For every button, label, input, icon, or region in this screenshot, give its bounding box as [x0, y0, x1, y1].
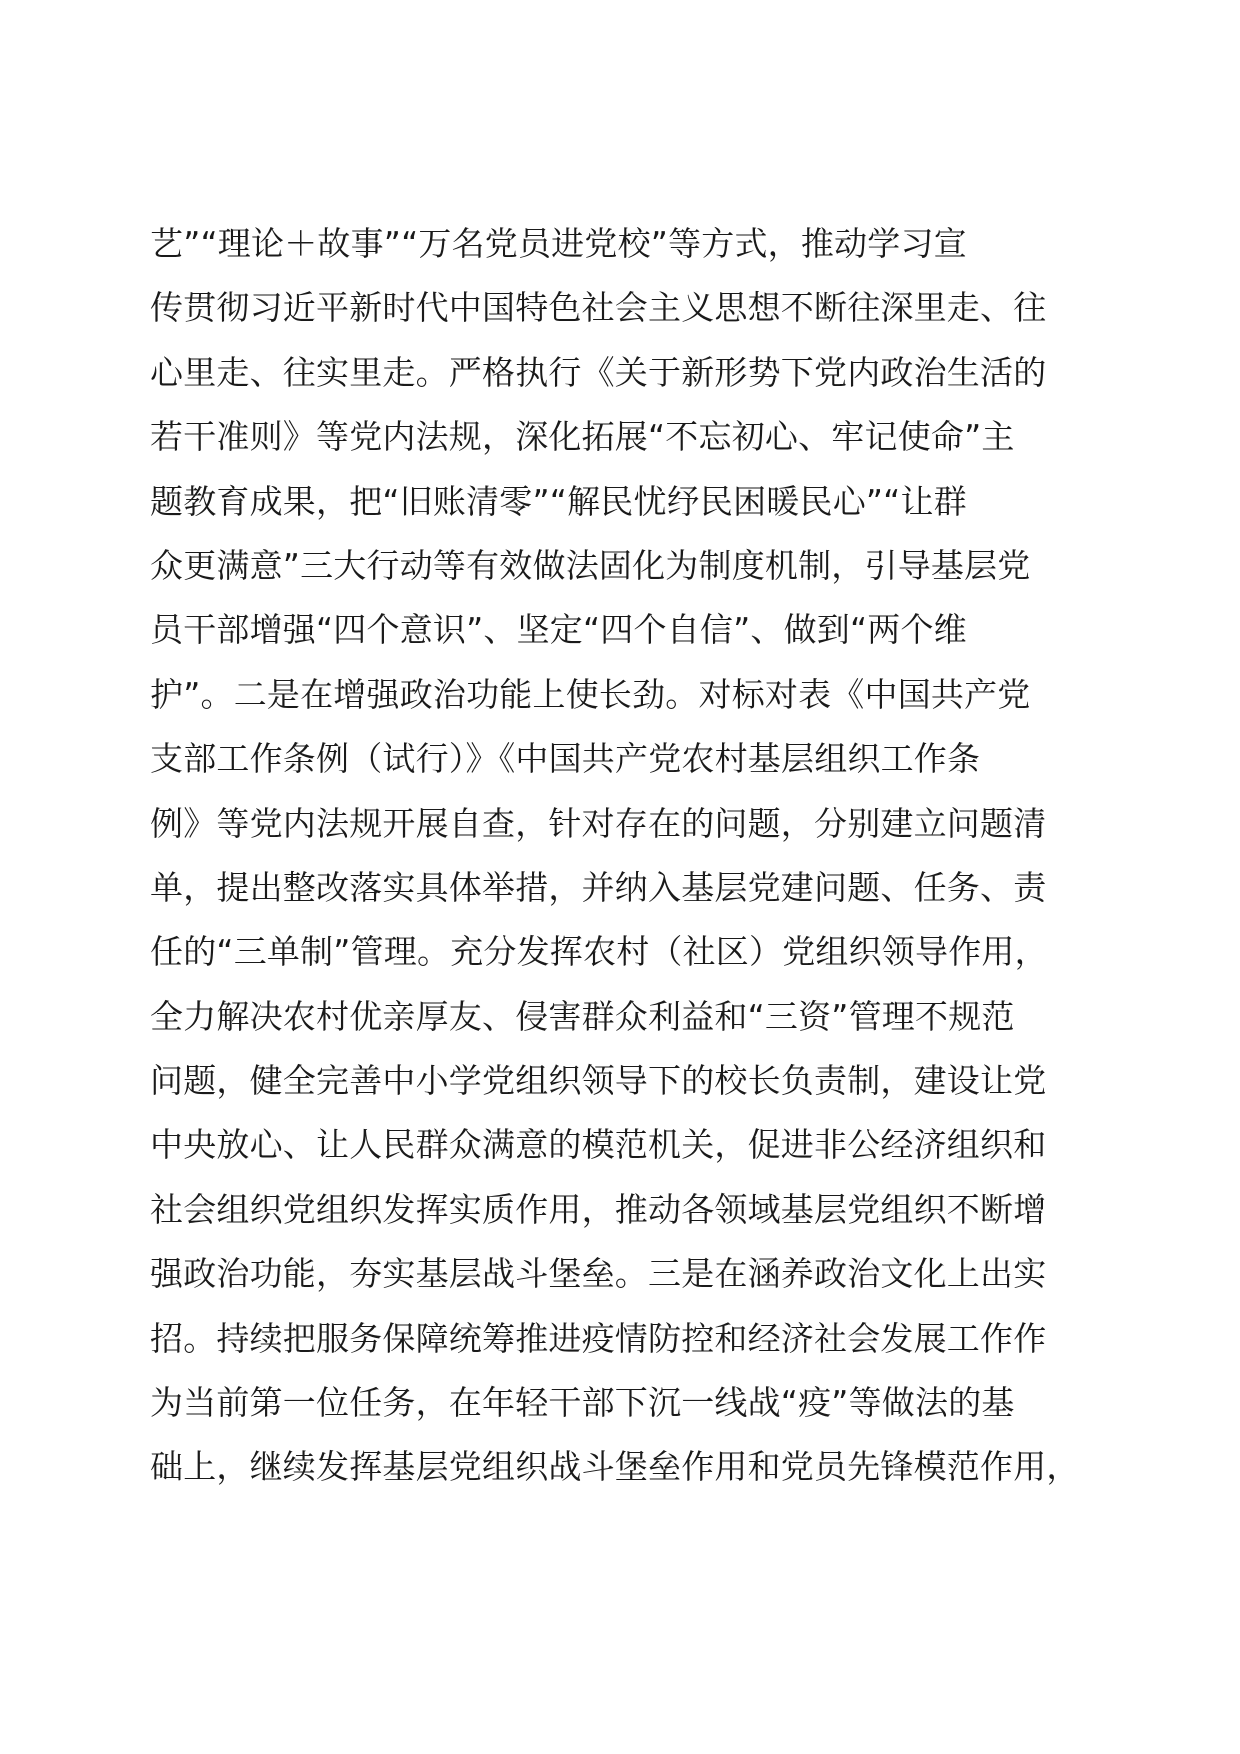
body-paragraph: [150, 212, 1110, 1500]
text-line: 招。持续把服务保障统筹推进疫情防控和经济社会发展工作作: [150, 1318, 1047, 1358]
text-line: 传贯彻习近平新时代中国特色社会主义思想不断往深里走、往: [150, 288, 1047, 328]
text-line: 员干部增强“四个意识”、坚定“四个自信”、做到“两个维: [150, 610, 967, 650]
text-line: 护”。二是在增强政治功能上使长劲。对标对表《中国共产党: [150, 674, 1031, 714]
text-line: 中央放心、让人民群众满意的模范机关，促进非公经济组织和: [150, 1125, 1047, 1165]
text-line: 心里走、往实里走。严格执行《关于新形势下党内政治生活的: [150, 352, 1047, 392]
text-line: 社会组织党组织发挥实质作用，推动各领域基层党组织不断增: [150, 1189, 1047, 1229]
text-line: 若干准则》等党内法规，深化拓展“不忘初心、牢记使命”主: [150, 417, 1015, 457]
text-line: 础上，继续发挥基层党组织战斗堡垒作用和党员先锋模范作用，: [150, 1447, 1080, 1487]
text-line: 单，提出整改落实具体举措，并纳入基层党建问题、任务、责: [150, 867, 1047, 907]
text-line: 例》等党内法规开展自查，针对存在的问题，分别建立问题清: [150, 803, 1047, 843]
text-line: 题教育成果，把“旧账清零”“解民忧纾民困暖民心”“让群: [150, 481, 967, 521]
text-line: 问题，健全完善中小学党组织领导下的校长负责制，建设让党: [150, 1061, 1047, 1101]
text-line: 众更满意”三大行动等有效做法固化为制度机制，引导基层党: [150, 545, 1031, 585]
text-line: 全力解决农村优亲厚友、侵害群众利益和“三资”管理不规范: [150, 996, 1015, 1036]
text-line: 为当前第一位任务，在年轻干部下沉一线战“疫”等做法的基: [150, 1383, 1015, 1423]
text-line: 艺”“理论＋故事”“万名党员进党校”等方式，推动学习宣: [150, 224, 967, 263]
text-line: 支部工作条例（试行）》《中国共产党农村基层组织工作条: [150, 739, 981, 779]
text-line: 强政治功能，夯实基层战斗堡垒。三是在涵养政治文化上出实: [150, 1254, 1047, 1294]
text-line: 任的“三单制”管理。充分发挥农村（社区）党组织领导作用，: [150, 932, 1048, 972]
